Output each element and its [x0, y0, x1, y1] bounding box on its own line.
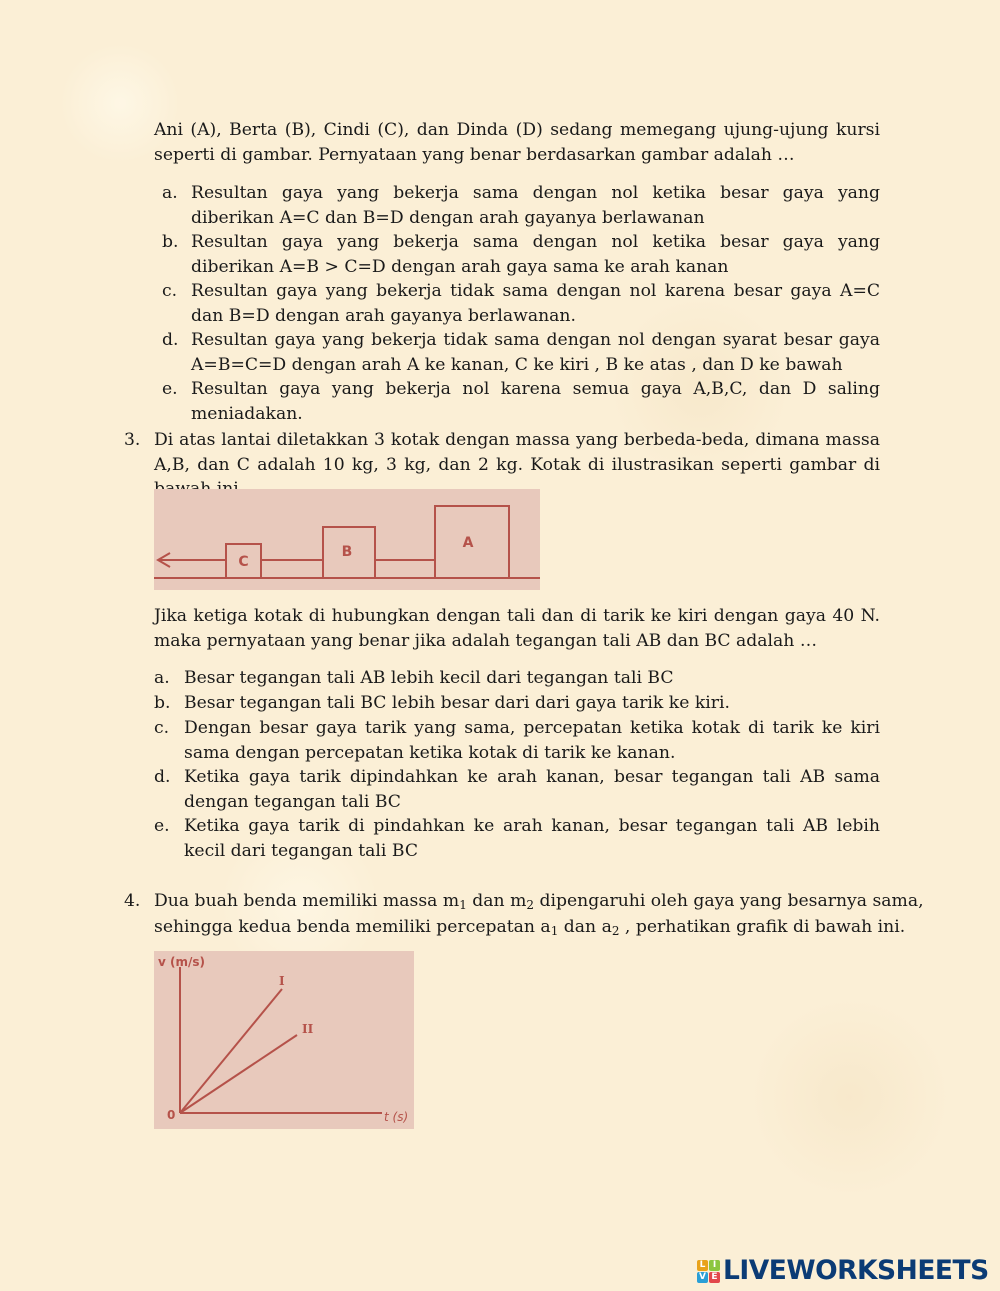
y-axis-label: v (m/s) — [158, 955, 205, 969]
option-text: Resultan gaya yang bekerja tidak sama dengan nol dengan syarat besar gaya A=B=C=D dengan arah A ke kanan, C ke kiri , B ke atas , dan D ke bawah — [191, 330, 880, 375]
q2-option-d[interactable] — [162, 328, 880, 377]
option-text: Besar tegangan tali BC lebih besar dari dari gaya tarik ke kiri. — [184, 693, 730, 713]
option-text: Resultan gaya yang bekerja sama dengan nol ketika besar gaya yang diberikan A=B > C=D dengan arah gaya sama ke arah kanan — [191, 232, 880, 277]
graph-line-1 — [180, 989, 282, 1113]
box-a-label: A — [462, 535, 474, 551]
option-text: Resultan gaya yang bekerja sama dengan nol ketika besar gaya yang diberikan A=C dan B=D dengan arah gayanya berlawanan — [191, 183, 880, 228]
q4-velocity-graph — [154, 951, 414, 1129]
x-axis-label: t (s) — [384, 1110, 409, 1124]
logo-badge-icon: L I V E — [697, 1260, 720, 1283]
option-label: d. — [154, 767, 171, 787]
option-text: Besar tegangan tali AB lebih kecil dari tegangan tali BC — [184, 668, 674, 688]
q2-option-c[interactable] — [162, 279, 880, 328]
option-text: Resultan gaya yang bekerja tidak sama dengan nol karena besar gaya A=C dan B=D dengan arah gayanya berlawanan. — [191, 281, 880, 326]
box-b-label: B — [341, 544, 353, 560]
option-label: e. — [154, 816, 170, 836]
boxes-diagram — [154, 489, 540, 590]
option-text: Ketika gaya tarik di pindahkan ke arah kanan, besar tegangan tali AB lebih kecil dari tegangan tali BC — [184, 816, 880, 861]
q3-number: 3. — [124, 430, 141, 450]
q3-option-b[interactable] — [154, 691, 880, 716]
q4-number: 4. — [124, 891, 141, 911]
option-label: b. — [162, 232, 179, 252]
origin-label: 0 — [167, 1108, 176, 1122]
option-text: Resultan gaya yang bekerja nol karena semua gaya A,B,C, dan D saling meniadakan. — [191, 379, 880, 424]
q2-option-b[interactable] — [162, 230, 880, 279]
q2-option-e[interactable] — [162, 377, 880, 426]
option-label: a. — [162, 183, 178, 203]
option-label: a. — [154, 668, 170, 688]
q2-option-a[interactable] — [162, 181, 880, 230]
velocity-time-graph — [154, 951, 414, 1129]
liveworksheets-logo[interactable] — [697, 1254, 989, 1288]
line-1-label: I — [279, 974, 285, 988]
q3-option-e[interactable] — [154, 814, 880, 863]
option-text: Ketika gaya tarik dipindahkan ke arah kanan, besar tegangan tali AB sama dengan tegangan tali BC — [184, 767, 880, 812]
option-label: d. — [162, 330, 179, 350]
q3-option-c[interactable] — [154, 716, 880, 765]
graph-line-2 — [180, 1035, 297, 1113]
q4-stem-line-2: sehingga kedua benda memiliki percepatan a1 dan a2 , perhatikan grafik di bawah ini. — [154, 916, 906, 938]
box-c-label: C — [238, 554, 249, 570]
q3-stem: Di atas lantai diletakkan 3 kotak dengan massa yang berbeda-beda, dimana massa A,B, dan C adalah 10 kg, 3 kg, dan 2 kg. Kotak di ilustrasikan seperti gambar di — [154, 430, 880, 475]
option-label: c. — [154, 718, 170, 738]
option-label: b. — [154, 693, 171, 713]
q3-option-d[interactable] — [154, 765, 880, 814]
line-2-label: II — [302, 1022, 314, 1036]
q3-option-a[interactable] — [154, 666, 880, 691]
q4-stem-line-1: Dua buah benda memiliki massa m1 dan m2 dipengaruhi oleh gaya yang besarnya sama, — [154, 891, 924, 912]
option-text: Dengan besar gaya tarik yang sama, percepatan ketika kotak di tarik ke kiri sama dengan percepatan ketika kotak di tarik ke kanan. — [184, 718, 880, 763]
q4-stem — [154, 889, 924, 940]
q2-options — [162, 181, 880, 424]
option-label: c. — [162, 281, 178, 301]
logo-text: LIVEWORKSHEETS — [723, 1254, 989, 1286]
q2-stem: Ani (A), Berta (B), Cindi (C), dan Dinda (D) sedang memegang ujung-ujung kursi seperti di gambar. Pernyataan yang benar berdasarkan gambar adalah … — [154, 120, 880, 165]
q3-boxes-figure — [154, 489, 540, 590]
q3-stem-2: Jika ketiga kotak di hubungkan dengan tali dan di tarik ke kiri dengan gaya 40 N. maka pernyataan yang benar jika adalah tegangan tali AB dan BC adalah … — [154, 606, 880, 651]
option-label: e. — [162, 379, 178, 399]
q3-options — [154, 666, 880, 866]
